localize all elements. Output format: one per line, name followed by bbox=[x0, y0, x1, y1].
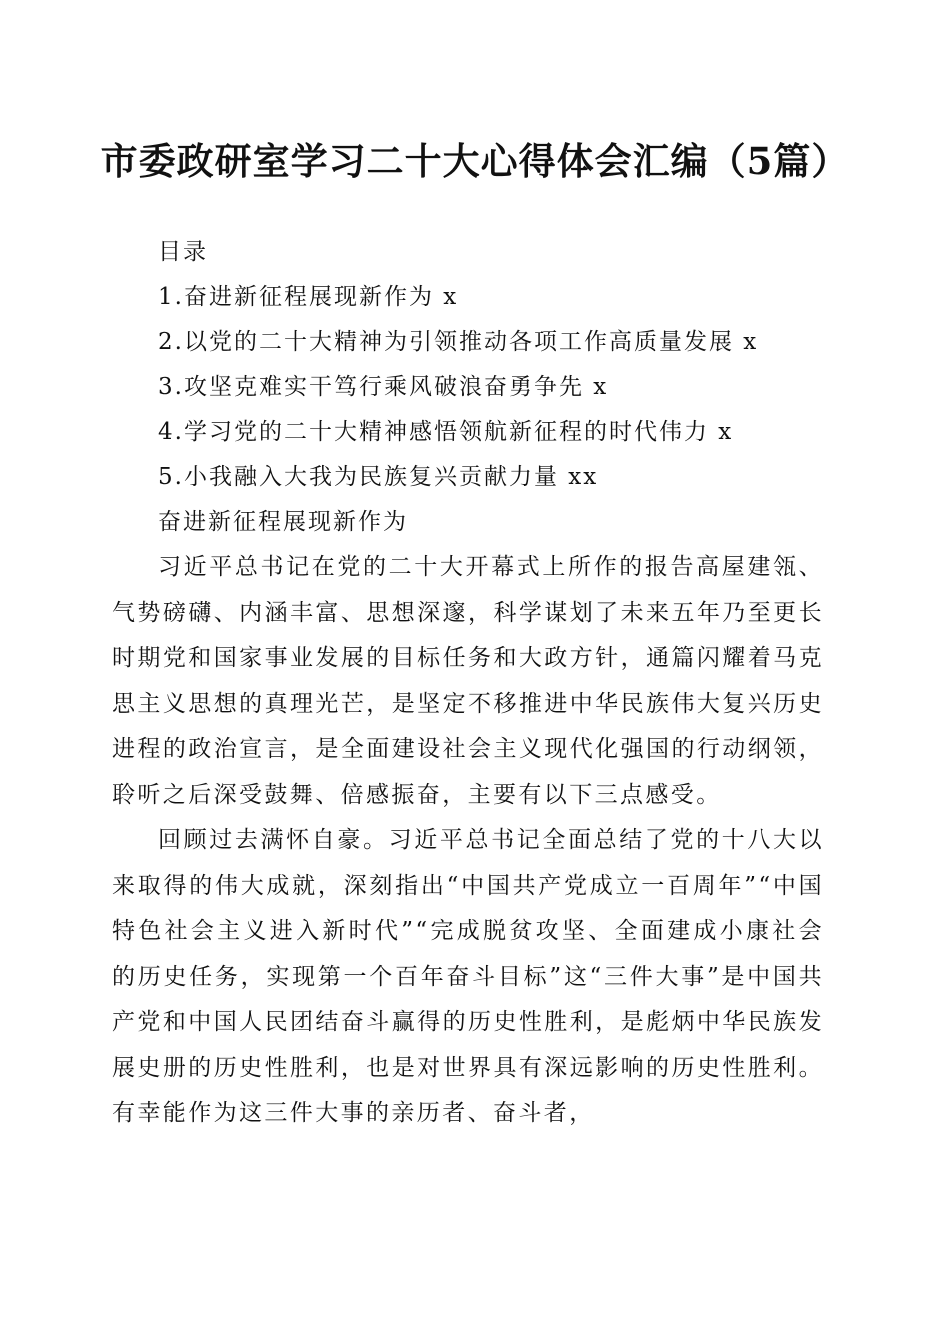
toc-item: 5.小我融入大我为民族复兴贡献力量 xx bbox=[158, 464, 599, 490]
toc-item: 2.以党的二十大精神为引领推动各项工作高质量发展 x bbox=[158, 329, 759, 355]
toc-heading: 目录 bbox=[158, 239, 208, 265]
article-body bbox=[112, 500, 824, 1137]
toc-item: 1.奋进新征程展现新作为 x bbox=[158, 284, 459, 310]
table-of-contents bbox=[158, 230, 858, 500]
toc-item: 3.攻坚克难实干笃行乘风破浪奋勇争先 x bbox=[158, 374, 609, 400]
article-paragraph: 习近平总书记在党的二十大开幕式上所作的报告高屋建瓴、气势磅礴、内涵丰富、思想深邃，科学谋划了未来五年乃至更长时期党和国家事业发展的目标任务和大政方针，通篇闪耀着马克思主义思想的真理光芒，是坚定不移推进中华民族伟大复兴历史进程的政治宣言，是全面建设社会主义现代化强国的行动纲领，聆听之后深受鼓舞、倍感振奋，主要有以下三点感受。 bbox=[112, 554, 824, 808]
document-title: 市委政研室学习二十大心得体会汇编（5篇） bbox=[100, 139, 850, 183]
article-heading: 奋进新征程展现新作为 bbox=[158, 509, 408, 535]
article-paragraph: 回顾过去满怀自豪。习近平总书记全面总结了党的十八大以来取得的伟大成就，深刻指出“中国共产党成立一百周年”“中国特色社会主义进入新时代”“完成脱贫攻坚、全面建成小康社会的历史任务，实现第一个百年奋斗目标”这“三件大事”是中国共产党和中国人民团结奋斗赢得的历史性胜利，是彪炳中华民族发展史册的历史性胜利，也是对世界具有深远影响的历史性胜利。有幸能作为这三件大事的亲历者、奋斗者， bbox=[112, 827, 824, 1126]
toc-item: 4.学习党的二十大精神感悟领航新征程的时代伟力 x bbox=[158, 419, 734, 445]
